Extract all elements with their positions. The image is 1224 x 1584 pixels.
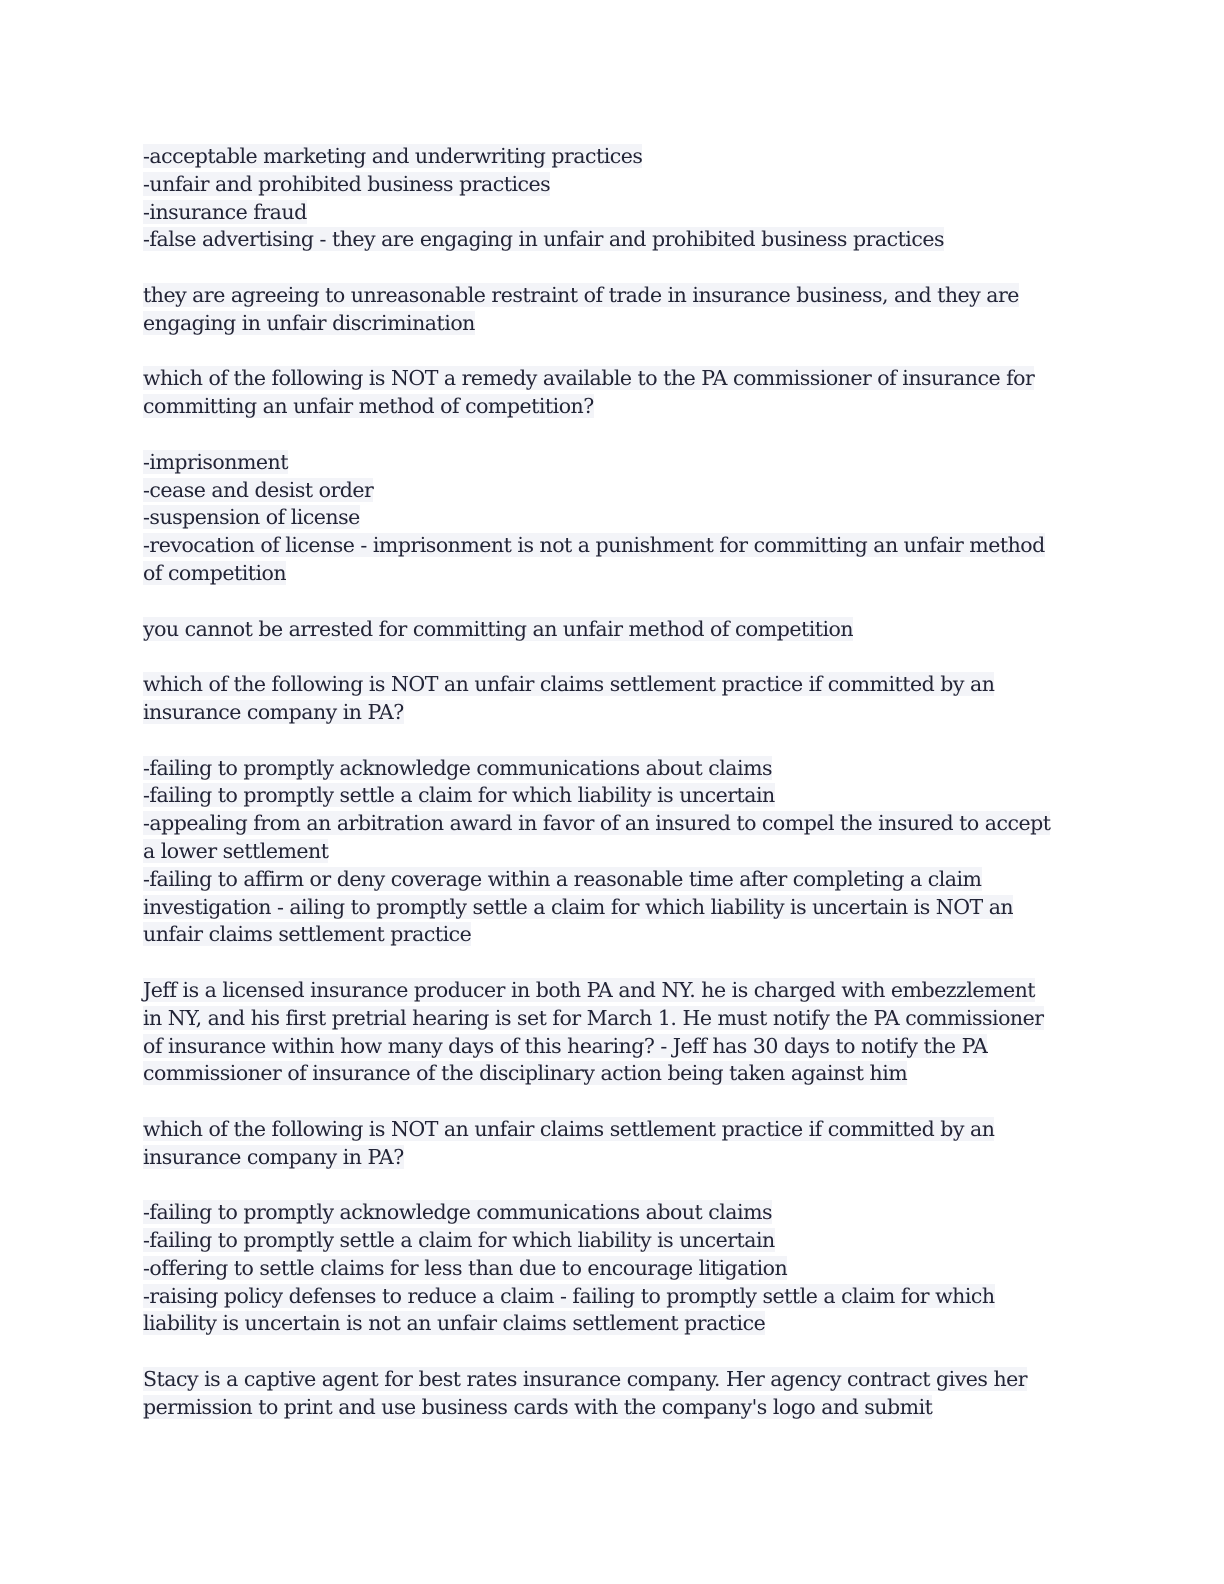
document-page xyxy=(143,143,1083,1449)
text-line-content: -acceptable marketing and underwriting practices xyxy=(143,144,643,168)
text-line-content: -appealing from an arbitration award in favor of an insured to compel the insured to accept xyxy=(143,811,1051,836)
text-line xyxy=(143,1283,1083,1311)
text-line xyxy=(143,1005,1083,1033)
text-line-content: which of the following is NOT an unfair claims settlement practice if committed by an xyxy=(143,1116,995,1141)
text-line-content: a lower settlement xyxy=(143,838,329,863)
text-line-content: engaging in unfair discrimination xyxy=(143,310,475,335)
text-line-content: committing an unfair method of competition? xyxy=(143,394,594,419)
text-line xyxy=(143,838,1083,866)
text-paragraph xyxy=(143,1199,1083,1338)
text-paragraph xyxy=(143,671,1083,727)
text-line xyxy=(143,866,1083,894)
text-line-content: -imprisonment xyxy=(143,449,288,474)
text-line-content: -insurance fraud xyxy=(143,199,307,224)
text-paragraph xyxy=(143,1116,1083,1172)
text-line-content: -cease and desist order xyxy=(143,477,374,502)
text-line xyxy=(143,894,1083,922)
text-line-content: Jeff is a licensed insurance producer in both PA and NY. he is charged with embezzlement xyxy=(143,977,1036,1002)
text-line xyxy=(143,1060,1083,1088)
text-line xyxy=(143,616,1083,644)
text-line-content: they are agreeing to unreasonable restraint of trade in insurance business, and they are xyxy=(143,282,1019,307)
text-line-content: insurance company in PA? xyxy=(143,699,404,724)
text-line-content: -suspension of license xyxy=(143,505,360,530)
text-line xyxy=(143,1310,1083,1338)
text-line xyxy=(143,282,1083,310)
text-line-content: you cannot be arrested for committing an unfair method of competition xyxy=(143,616,854,641)
text-line xyxy=(143,782,1083,810)
text-line xyxy=(143,199,1083,227)
text-line-content: -raising policy defenses to reduce a claim - failing to promptly settle a claim for which xyxy=(143,1283,995,1308)
text-line xyxy=(143,477,1083,505)
text-line xyxy=(143,532,1083,560)
text-paragraph xyxy=(143,143,1083,254)
text-line-content: -offering to settle claims for less than due to encourage litigation xyxy=(143,1255,788,1280)
text-line-content: -failing to promptly acknowledge communications about claims xyxy=(143,1200,773,1225)
text-line-content: investigation - ailing to promptly settle a claim for which liability is uncertain is NOT an xyxy=(143,894,1014,919)
text-line xyxy=(143,1199,1083,1227)
text-line xyxy=(143,810,1083,838)
text-line xyxy=(143,365,1083,393)
text-paragraph xyxy=(143,282,1083,338)
text-line-content: unfair claims settlement practice xyxy=(143,922,472,947)
text-paragraph xyxy=(143,977,1083,1088)
text-line xyxy=(143,977,1083,1005)
text-line xyxy=(143,449,1083,477)
text-line-content: of competition xyxy=(143,560,287,585)
text-line-content: which of the following is NOT an unfair claims settlement practice if committed by an xyxy=(143,672,995,697)
text-line-content: in NY, and his first pretrial hearing is set for March 1. He must notify the PA commissioner xyxy=(143,1005,1044,1030)
text-line xyxy=(143,921,1083,949)
text-paragraph xyxy=(143,365,1083,421)
text-paragraph xyxy=(143,449,1083,588)
text-line-content: permission to print and use business cards with the company's logo and submit xyxy=(143,1394,933,1419)
text-line-content: Stacy is a captive agent for best rates insurance company. Her agency contract gives her xyxy=(143,1367,1028,1392)
text-line-content: insurance company in PA? xyxy=(143,1144,404,1169)
text-line xyxy=(143,504,1083,532)
text-line xyxy=(143,699,1083,727)
text-line-content: -failing to affirm or deny coverage within a reasonable time after completing a claim xyxy=(143,866,982,891)
text-line-content: -failing to promptly settle a claim for which liability is uncertain xyxy=(143,783,775,808)
text-line xyxy=(143,1394,1083,1422)
text-line-content: -false advertising - they are engaging in unfair and prohibited business practices xyxy=(143,227,945,252)
text-line xyxy=(143,1116,1083,1144)
text-line xyxy=(143,143,1083,171)
text-line xyxy=(143,1366,1083,1394)
text-line-content: -failing to promptly settle a claim for which liability is uncertain xyxy=(143,1228,775,1253)
text-paragraph xyxy=(143,616,1083,644)
text-line-content: which of the following is NOT a remedy available to the PA commissioner of insurance for xyxy=(143,366,1035,391)
text-line-content: -revocation of license - imprisonment is not a punishment for committing an unfair method xyxy=(143,533,1045,558)
text-line xyxy=(143,1227,1083,1255)
text-line xyxy=(143,1255,1083,1283)
text-line-content: liability is uncertain is not an unfair claims settlement practice xyxy=(143,1311,766,1336)
text-line xyxy=(143,1033,1083,1061)
text-line xyxy=(143,310,1083,338)
text-line-content: commissioner of insurance of the disciplinary action being taken against him xyxy=(143,1061,908,1086)
text-paragraph xyxy=(143,755,1083,950)
text-line-content: -unfair and prohibited business practices xyxy=(143,171,551,196)
text-line-content: of insurance within how many days of this hearing? - Jeff has 30 days to notify the PA xyxy=(143,1033,988,1058)
text-line xyxy=(143,226,1083,254)
text-line xyxy=(143,171,1083,199)
text-line xyxy=(143,755,1083,783)
text-line xyxy=(143,1144,1083,1172)
text-line xyxy=(143,560,1083,588)
text-line-content: -failing to promptly acknowledge communications about claims xyxy=(143,755,773,780)
text-line xyxy=(143,671,1083,699)
text-paragraph xyxy=(143,1366,1083,1422)
text-line xyxy=(143,393,1083,421)
